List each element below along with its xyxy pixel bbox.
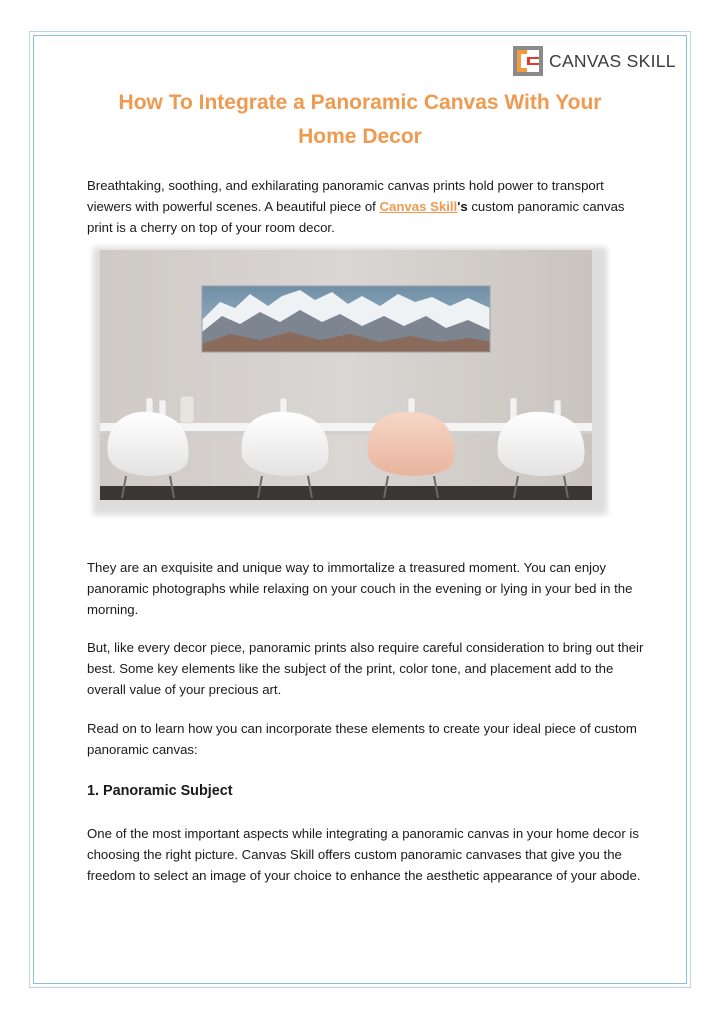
canvas-skill-logo-icon — [513, 46, 543, 76]
panoramic-canvas-art — [202, 286, 490, 352]
paragraph-3: But, like every decor piece, panoramic prints also require careful consideration to bring out their best. Some key elements like the subject of the print, color tone, and placement add to the overall value of your precious art. — [87, 640, 644, 698]
canvas-skill-logo[interactable] — [513, 45, 676, 77]
intro-paragraph — [87, 175, 647, 239]
paragraph-5: One of the most important aspects while integrating a panoramic canvas in your home decor is choosing the right picture. Canvas Skill offers custom panoramic canvases that give you the freedom to select an image of your choice to enhance the aesthetic appearance of your abode. — [87, 826, 641, 884]
logo-text: CANVAS SKILL — [549, 50, 676, 71]
page-title-line-2: Home Decor — [298, 125, 422, 148]
paragraph-2: They are an exquisite and unique way to immortalize a treasured moment. You can enjoy panoramic photographs while relaxing on your couch in the evening or lying in your bed in the morning. — [87, 560, 633, 618]
intro-possessive: 's — [457, 199, 468, 215]
dining-room-photo — [100, 250, 592, 500]
page-title-line-1: How To Integrate a Panoramic Canvas With Your — [118, 91, 602, 114]
intro-text-end: custom panoramic canvas print is a cherry on top of your room decor. — [87, 199, 625, 236]
section-heading-panoramic-subject: 1. Panoramic Subject — [87, 783, 233, 799]
page-title — [60, 86, 660, 154]
intro-text-start: Breathtaking, soothing, and exhilarating panoramic canvas prints hold power to transport viewers with powerful scenes. A beautiful piece of — [87, 178, 604, 215]
paragraph-4: Read on to learn how you can incorporate these elements to create your ideal piece of custom panoramic canvas: — [87, 721, 637, 758]
dining-room-illustration — [100, 250, 592, 500]
canvas-skill-link[interactable]: Canvas Skill — [379, 199, 458, 215]
